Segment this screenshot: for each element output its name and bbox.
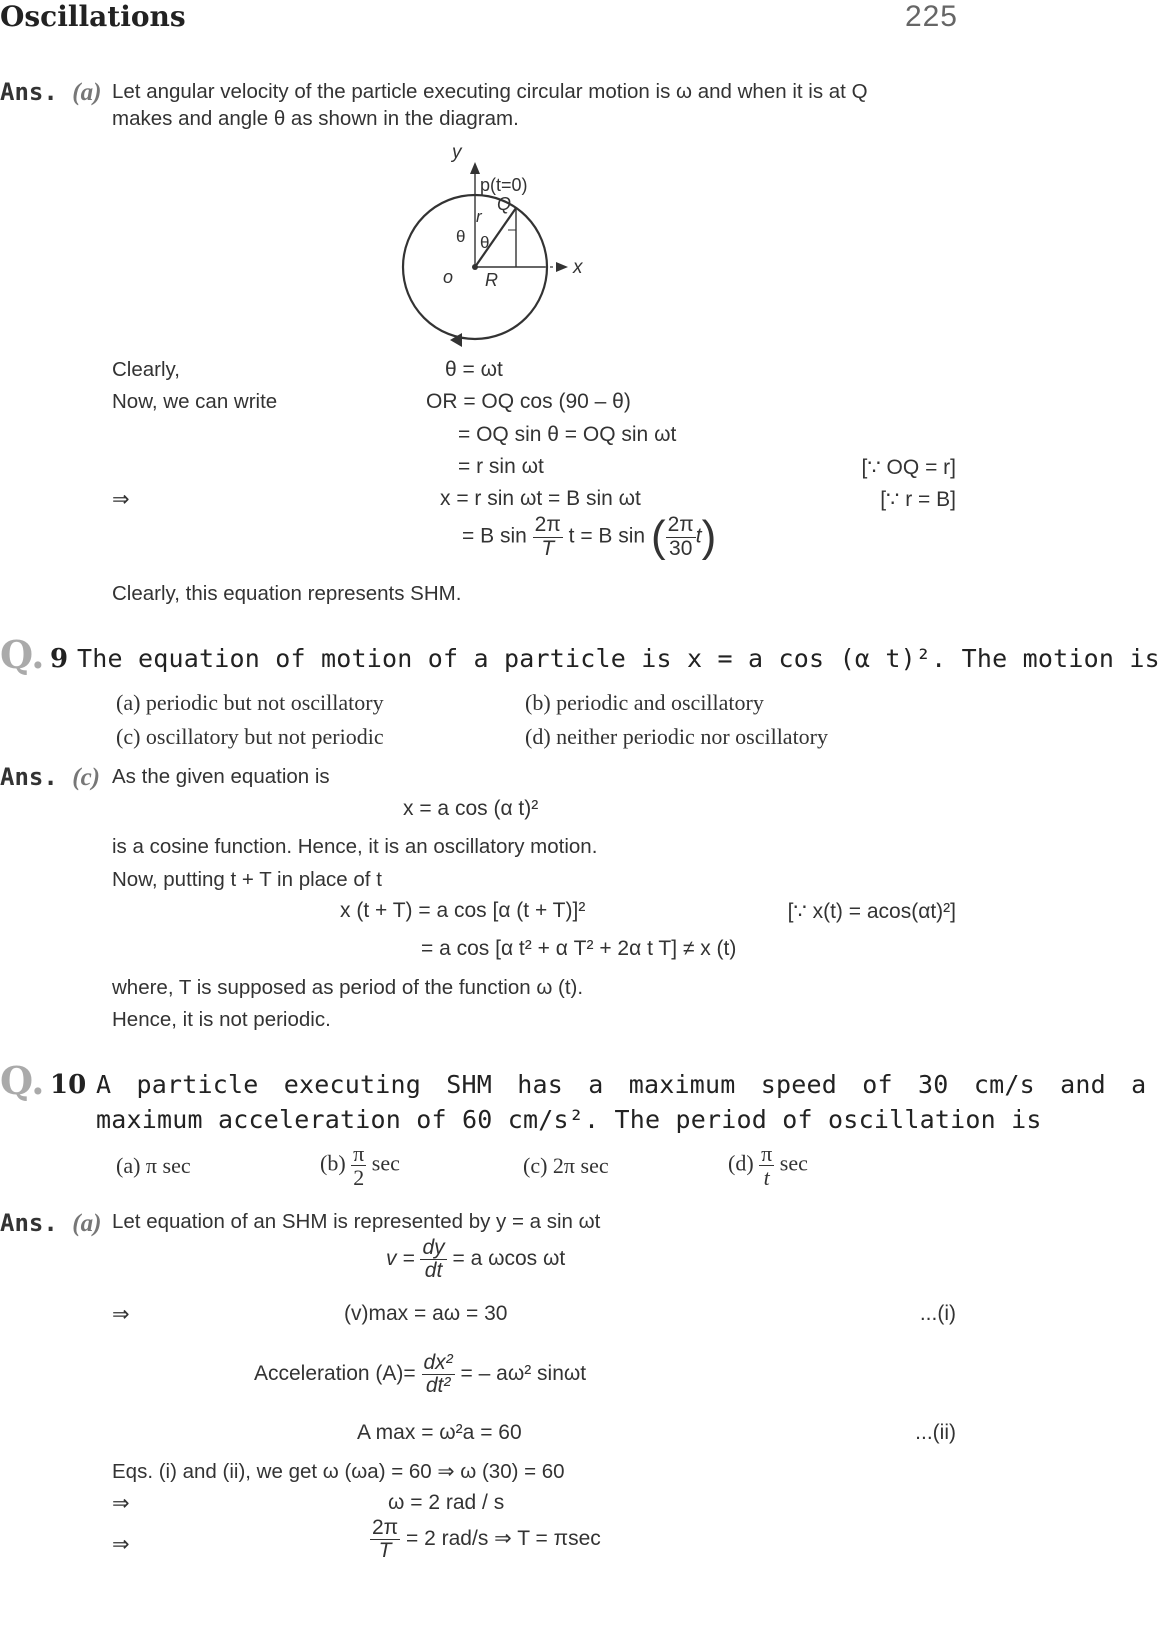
question-text: A particle executing SHM has a maximum speed of 30 cm/s and a [96,1070,1147,1099]
answer-text: As the given equation is [112,765,330,788]
answer-text: Now, putting t + T in place of t [112,868,382,891]
derivation-equation: = r sin ωt [458,455,544,478]
answer-text: where, T is supposed as period of the function ω (t). [112,976,584,999]
implies-arrow: ⇒ [112,1533,130,1556]
answer-equation: x = a cos (α t)² [403,797,539,820]
answer-label: Ans. (c) [0,763,100,791]
chapter-title: Oscillations [0,0,186,33]
answer-equation: Acceleration (A)= $\frac{\text{dx²}}{\text{dt²}}$ = – aω² sinωt [254,1351,587,1398]
option-c: (c) 2π sec [523,1153,609,1178]
question-mark: Q. [0,1058,45,1103]
R-label: R [485,270,498,290]
origin-point [472,264,478,270]
answer-text: Hence, it is not periodic. [112,1008,331,1031]
option-c: (c) oscillatory but not periodic [116,724,384,749]
page-number: 225 [904,0,958,33]
question-mark: Q. [0,632,45,677]
circular-motion-diagram [380,140,610,355]
answer-text: Let angular velocity of the particle executing circular motion is ω and when it is at Q [112,80,868,103]
fraction: $\frac{2\pi}{30}$ [667,513,694,560]
option-d: (d) neither periodic nor oscillatory [525,724,829,749]
conclusion-text: Clearly, this equation represents SHM. [112,582,462,605]
implies-arrow: ⇒ [112,1303,130,1326]
answer-equation: ω = 2 rad / s [388,1491,505,1514]
answer-equation: v = $\frac{dy}{dt}$ = a ωcos ωt [386,1236,566,1283]
question-text: The equation of motion of a particle is x = a cos (α t)². The motion is [77,644,1160,673]
answer-equation: A max = ω²a = 60 [357,1421,522,1444]
question-number: 9 [50,644,69,674]
option-b: (b) periodic and oscillatory [525,690,764,715]
answer-text: Let equation of an SHM is represented by y = a sin ωt [112,1210,601,1233]
answer-note: [∵ x(t) = acos(αt)²] [787,900,956,923]
derivation-equation: = B sin $\frac{2\pi}{T}$ t = B sin ( $\frac{2\pi}{30}$ t) [462,512,717,561]
derivation-equation: = OQ sin θ = OQ sin ωt [458,423,677,446]
question-number: 10 [50,1070,87,1100]
answer-equation: (v)max = aω = 30 [344,1302,508,1325]
derivation-equation: θ = ωt [445,358,503,381]
equation-tag: ...(i) [919,1302,956,1325]
answer-text: is a cosine function. Hence, it is an oscillatory motion. [112,835,598,858]
equation-tag: ...(ii) [915,1421,956,1444]
question-text: maximum acceleration of 60 cm/s². The period of oscillation is [96,1105,1042,1134]
option-d: (d) $\frac{\pi}{t}$ sec [728,1141,808,1191]
answer-text: makes and angle θ as shown in the diagram. [112,107,519,130]
answer-equation: $\frac{2\pi}{T}$ = 2 rad/s ⇒ T = πsec [372,1516,601,1563]
y-arrow [470,162,480,174]
option-b: (b) $\frac{\pi}{2}$ sec [320,1141,400,1191]
implies-arrow: ⇒ [112,1492,130,1515]
derivation-note: [∵ r = B] [880,488,956,511]
answer-text: Eqs. (i) and (ii), we get ω (ωa) = 60 ⇒ ω (30) = 60 [112,1460,565,1483]
derivation-label: Now, we can write [112,390,278,413]
o-label: o [443,267,454,287]
p-label: p(t=0) [480,175,528,195]
derivation-equation: x = r sin ωt = B sin ωt [440,487,641,510]
answer-label: Ans. (a) [0,78,102,106]
derivation-note: [∵ OQ = r] [861,456,956,479]
option-a: (a) periodic but not oscillatory [116,690,384,715]
x-arrow [556,262,568,272]
fraction: $\frac{2\pi}{T}$ [534,513,561,560]
theta-label-2: θ [480,233,490,252]
option-a: (a) π sec [116,1153,191,1178]
answer-letter: (a) [72,1210,102,1237]
y-label: y [452,142,462,163]
q-label: Q [497,194,512,214]
x-label: x [573,257,583,278]
derivation-label: Clearly, [112,358,180,381]
answer-letter: (a) [72,79,102,106]
answer-equation: = a cos [α t² + α T² + 2α t T] ≠ x (t) [421,937,737,960]
answer-label: Ans. (a) [0,1209,102,1237]
derivation-equation: OR = OQ cos (90 – θ) [426,390,631,413]
answer-letter: (c) [72,764,100,791]
answer-equation: x (t + T) = a cos [α (t + T)]² [340,899,586,922]
r-label: r [476,207,482,226]
implies-arrow: ⇒ [112,488,130,511]
theta-label-1: θ [456,227,466,246]
